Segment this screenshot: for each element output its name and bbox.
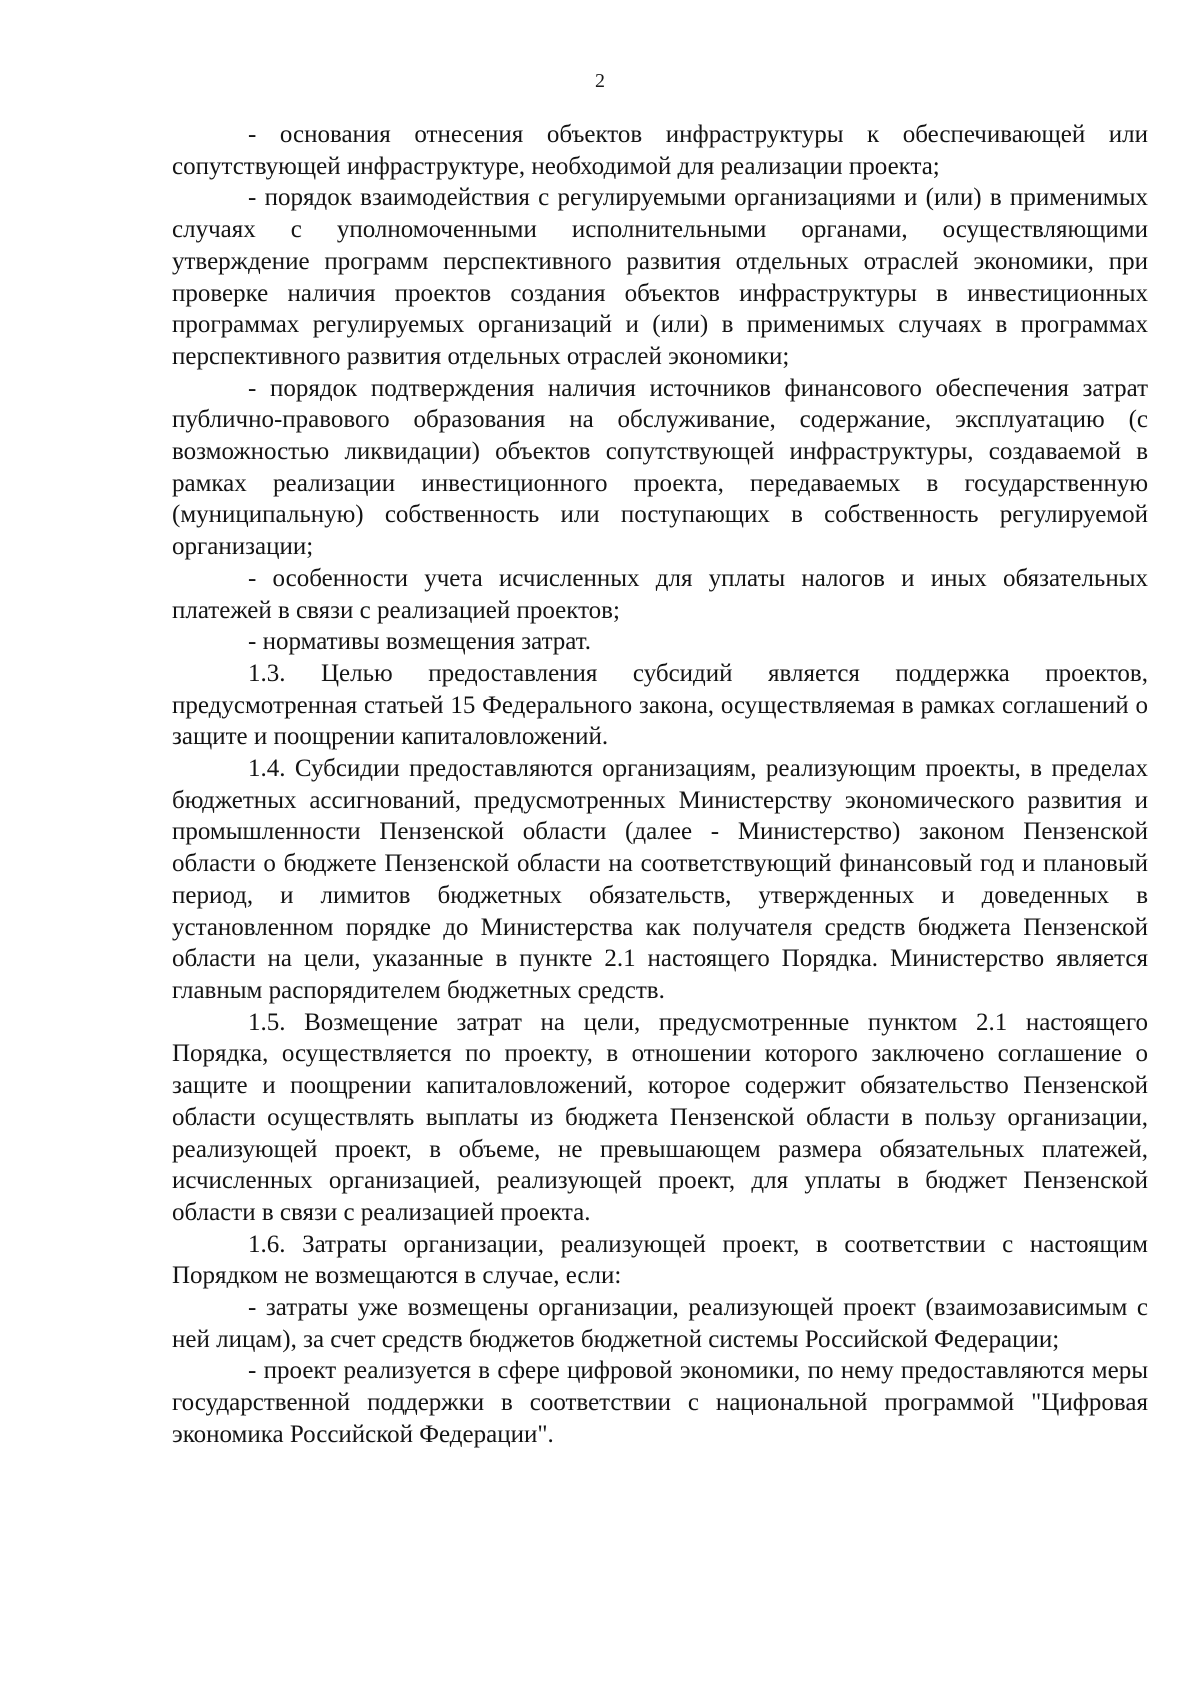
paragraph-funding-confirmation: - порядок подтверждения наличия источников финансового обеспечения затрат публично-правового образования на обслуживание, содержание, эксплуатацию (с возможностью ликвидации) объектов сопутствующей инфраструктуры, создаваемой в рамках реализации инвестиционного проекта, передаваемых в государственную (муниципальную) собственность или поступающих в собственность регулируемой организации; [172, 374, 1148, 561]
paragraph-costs-already-reimbursed: - затраты уже возмещены организации, реализующей проект (взаимозависимым с ней лицам), за счет средств бюджетов бюджетной системы Российской Федерации; [172, 1294, 1148, 1353]
paragraph-1-3: 1.3. Целью предоставления субсидий является поддержка проектов, предусмотренная статьей 15 Федерального закона, осуществляемая в рамках соглашений о защите и поощрении капиталовложений. [172, 659, 1148, 751]
paragraph-1-5: 1.5. Возмещение затрат на цели, предусмотренные пунктом 2.1 настоящего Порядка, осуществляется по проекту, в отношении которого заключено соглашение о защите и поощрении капиталовложений, которое содержит обязательство Пензенской области осуществлять выплаты из бюджета Пензенской области в пользу организации, реализующей проект, в объеме, не превышающем размера обязательных платежей, исчисленных организацией, реализующей проект, для уплаты в бюджет Пензенской области в связи с реализацией проекта. [172, 1008, 1148, 1226]
page-number: 2 [595, 70, 605, 92]
paragraph-infrastructure-grounds: - основания отнесения объектов инфраструктуры к обеспечивающей или сопутствующей инфраструктуре, необходимой для реализации проекта; [172, 121, 1148, 180]
paragraph-tax-accounting: - особенности учета исчисленных для уплаты налогов и иных обязательных платежей в связи с реализацией проектов; [172, 564, 1148, 624]
document-body [172, 119, 1148, 1451]
paragraph-reimbursement-norms: - нормативы возмещения затрат. [248, 628, 592, 656]
paragraph-1-4: 1.4. Субсидии предоставляются организациям, реализующим проекты, в пределах бюджетных ассигнований, предусмотренных Министерству экономического развития и промышленности Пензенской области (далее - Министерство) законом Пензенской области о бюджете Пензенской области на соответствующий финансовый год и плановый период, и лимитов бюджетных обязательств, утвержденных и доведенных в установленном порядке до Министерства как получателя средств бюджета Пензенской области на цели, указанные в пункте 2.1 настоящего Порядка. Министерство является главным распорядителем бюджетных средств. [172, 755, 1148, 1004]
paragraph-interaction-procedure: - порядок взаимодействия с регулируемыми организациями и (или) в применимых случаях с уполномоченными исполнительными органами, осуществляющими утверждение программ перспективного развития отдельных отраслей экономики, при проверке наличия проектов создания объектов инфраструктуры в инвестиционных программах регулируемых организаций и (или) в применимых случаях в программах перспективного развития отдельных отраслей экономики; [172, 184, 1148, 370]
paragraph-1-6: 1.6. Затраты организации, реализующей проект, в соответствии с настоящим Порядком не возмещаются в случае, если: [172, 1230, 1148, 1290]
paragraph-digital-economy: - проект реализуется в сфере цифровой экономики, по нему предоставляются меры государственной поддержки в соответствии с национальной программой "Цифровая экономика Российской Федерации". [172, 1357, 1148, 1448]
